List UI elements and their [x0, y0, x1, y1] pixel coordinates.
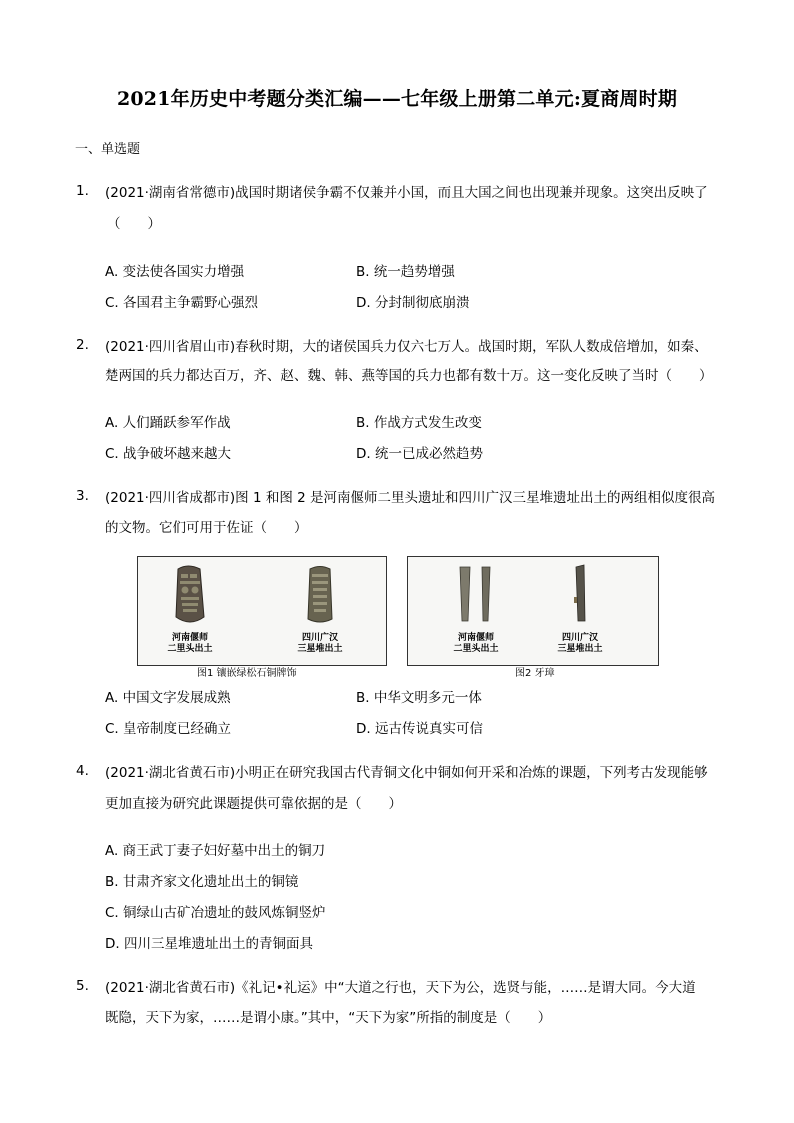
figure-2-label-erlitou: 河南偃师 二里头出土 [453, 633, 499, 654]
question-4-option-d[interactable]: D. 四川三星堆遗址出土的青铜面具 [105, 936, 313, 952]
question-1-number: 1. [76, 183, 89, 199]
question-3-figures [137, 556, 659, 679]
figure-1-panel [137, 556, 387, 666]
question-1-option-d[interactable]: D. 分封制彻底崩溃 [356, 295, 470, 311]
question-3-number: 3. [76, 488, 89, 504]
yazhang-sanxingdui [574, 565, 585, 621]
section-heading: 一、单选题 [75, 142, 141, 157]
question-3-line-2: 的文物。它们可用于佐证（ ） [105, 520, 308, 536]
yazhang-erlitou [460, 567, 490, 621]
question-5-line-2: 既隐，天下为家，……是谓小康。”其中，“天下为家”所指的制度是（ ） [105, 1010, 552, 1026]
figure-2-label-sanxingdui: 四川广汉 三星堆出土 [557, 633, 603, 654]
question-4-option-c[interactable]: C. 铜绿山古矿冶遗址的鼓风炼铜竖炉 [105, 905, 326, 921]
question-1-option-a[interactable]: A. 变法使各国实力增强 [105, 264, 245, 280]
question-2-option-a[interactable]: A. 人们踊跃参军作战 [105, 415, 231, 431]
question-3-line-1: (2021·四川省成都市)图 1 和图 2 是河南偃师二里头遗址和四川广汉三星堆遗址出土的两组相似度很高 [105, 490, 716, 506]
question-2-option-b[interactable]: B. 作战方式发生改变 [356, 415, 482, 431]
figure-1-caption: 图1 镶嵌绿松石铜牌饰 [197, 668, 297, 679]
question-2-number: 2. [76, 337, 89, 353]
question-5-line-1: (2021·湖北省黄石市)《礼记•礼运》中“大道之行也，天下为公，选贤与能，……是谓大同。今大道 [105, 980, 696, 996]
turquoise-bronze-plaque-erlitou [176, 566, 204, 622]
figure-2-panel [407, 556, 659, 666]
question-1-option-c[interactable]: C. 各国君主争霸野心强烈 [105, 295, 259, 311]
question-3-option-a[interactable]: A. 中国文字发展成熟 [105, 690, 231, 706]
figure-1-label-sanxingdui: 四川广汉 三星堆出土 [297, 633, 343, 654]
question-4-line-2: 更加直接为研究此课题提供可靠依据的是（ ） [105, 796, 402, 812]
figure-2-caption: 图2 牙璋 [515, 668, 555, 679]
question-2-option-d[interactable]: D. 统一已成必然趋势 [356, 446, 483, 462]
question-2-line-2: 楚两国的兵力都达百万，齐、赵、魏、韩、燕等国的兵力也都有数十万。这一变化反映了当时（ ） [105, 368, 713, 384]
question-2-option-c[interactable]: C. 战争破坏越来越大 [105, 446, 232, 462]
question-3-option-c[interactable]: C. 皇帝制度已经确立 [105, 721, 232, 737]
question-3-option-b[interactable]: B. 中华文明多元一体 [356, 690, 482, 706]
page-title: 2021年历史中考题分类汇编——七年级上册第二单元:夏商周时期 [116, 88, 678, 110]
question-1-option-b[interactable]: B. 统一趋势增强 [356, 264, 455, 280]
question-1-line-2: （ ） [107, 216, 161, 232]
question-4-line-1: (2021·湖北省黄石市)小明正在研究我国古代青铜文化中铜如何开采和冶炼的课题，下列考古发现能够 [105, 765, 708, 781]
turquoise-bronze-plaque-sanxingdui [308, 567, 332, 623]
figure-1-label-erlitou: 河南偃师 二里头出土 [167, 633, 213, 654]
question-1-line-1: (2021·湖南省常德市)战国时期诸侯争霸不仅兼并小国，而且大国之间也出现兼并现象。这突出反映了 [105, 185, 708, 201]
question-2-line-1: (2021·四川省眉山市)春秋时期，大的诸侯国兵力仅六七万人。战国时期，军队人数成倍增加，如秦、 [105, 339, 708, 355]
question-5-number: 5. [76, 978, 89, 994]
question-4-option-a[interactable]: A. 商王武丁妻子妇好墓中出土的铜刀 [105, 843, 326, 859]
question-3-option-d[interactable]: D. 远古传说真实可信 [356, 721, 483, 737]
question-4-option-b[interactable]: B. 甘肃齐家文化遗址出土的铜镜 [105, 874, 299, 890]
question-4-number: 4. [76, 763, 89, 779]
